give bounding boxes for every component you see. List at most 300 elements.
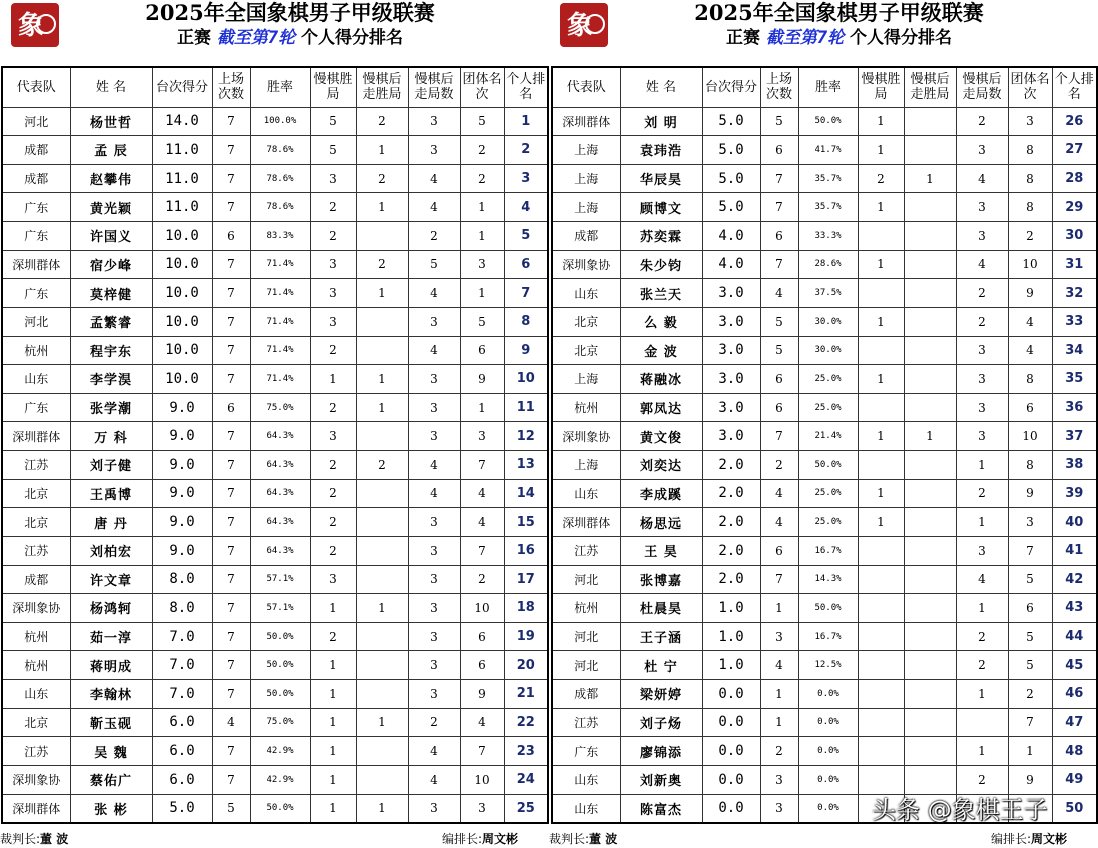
team-cell: 山东 (2, 680, 70, 709)
score-cell: 2.0 (702, 508, 760, 537)
slow-black-games-cell: 4 (408, 479, 460, 508)
slow-black-wins-cell (356, 422, 408, 451)
slow-black-games-cell: 3 (408, 536, 460, 565)
slow-black-games-cell: 3 (408, 794, 460, 823)
personal-rank-cell: 19 (504, 622, 548, 651)
table-row (2, 393, 548, 422)
team-rank-cell: 7 (460, 451, 504, 480)
winrate-cell: 21.4% (798, 422, 858, 451)
player-name-cell: 唐 丹 (70, 508, 152, 537)
slow-black-wins-cell (904, 250, 956, 279)
team-rank-cell: 8 (1008, 451, 1052, 480)
table-row (2, 594, 548, 623)
score-cell: 3.0 (702, 307, 760, 336)
table-row (552, 336, 1097, 365)
score-cell: 6.0 (152, 765, 212, 794)
player-name-cell: 王 昊 (620, 536, 702, 565)
slow-black-games-cell: 3 (408, 651, 460, 680)
slow-wins-cell: 3 (310, 307, 356, 336)
score-cell: 5.0 (152, 794, 212, 823)
col-score-header: 台次得分 (152, 67, 212, 107)
personal-rank-cell: 17 (504, 565, 548, 594)
col-winrate-header: 胜率 (250, 67, 310, 107)
slow-black-games-cell: 4 (408, 765, 460, 794)
team-rank-cell: 9 (1008, 765, 1052, 794)
personal-rank-cell: 14 (504, 479, 548, 508)
team-rank-cell: 2 (460, 164, 504, 193)
table-row (552, 508, 1097, 537)
referee-name: 董 波 (589, 832, 618, 846)
page-subtitle (90, 26, 490, 50)
table-row (552, 451, 1097, 480)
team-cell: 广东 (2, 222, 70, 251)
winrate-cell: 35.7% (798, 193, 858, 222)
winrate-cell: 0.0% (798, 737, 858, 766)
slow-black-wins-cell (356, 651, 408, 680)
team-rank-cell: 5 (1008, 565, 1052, 594)
team-rank-cell: 3 (1008, 508, 1052, 537)
personal-rank-cell: 6 (504, 250, 548, 279)
winrate-cell: 33.3% (798, 222, 858, 251)
personal-rank-cell: 34 (1052, 336, 1097, 365)
personal-rank-cell: 28 (1052, 164, 1097, 193)
slow-black-wins-cell (356, 765, 408, 794)
slow-black-games-cell: 3 (408, 393, 460, 422)
score-cell: 5.0 (702, 164, 760, 193)
slow-black-games-cell: 2 (956, 622, 1008, 651)
score-cell: 3.0 (702, 279, 760, 308)
team-cell: 山东 (2, 365, 70, 394)
score-cell: 1.0 (702, 651, 760, 680)
player-name-cell: 张博嘉 (620, 565, 702, 594)
games-cell: 3 (760, 765, 798, 794)
team-rank-cell: 2 (460, 565, 504, 594)
slow-black-games-cell: 3 (956, 536, 1008, 565)
team-rank-cell: 3 (460, 422, 504, 451)
table-row (2, 508, 548, 537)
games-cell: 7 (212, 336, 250, 365)
table-row (2, 365, 548, 394)
team-cell: 江苏 (2, 737, 70, 766)
slow-black-wins-cell (904, 451, 956, 480)
slow-wins-cell: 1 (310, 680, 356, 709)
team-cell: 江苏 (2, 451, 70, 480)
table-row (2, 794, 548, 823)
winrate-cell: 64.3% (250, 508, 310, 537)
player-name-cell: 袁玮浩 (620, 136, 702, 165)
slow-black-wins-cell (356, 622, 408, 651)
slow-black-wins-cell: 1 (904, 422, 956, 451)
slow-black-wins-cell (904, 651, 956, 680)
slow-black-wins-cell (904, 565, 956, 594)
slow-black-games-cell: 4 (408, 164, 460, 193)
team-rank-cell: 3 (460, 250, 504, 279)
slow-wins-cell: 2 (310, 508, 356, 537)
games-cell: 4 (760, 479, 798, 508)
slow-black-wins-cell (356, 508, 408, 537)
personal-rank-cell: 24 (504, 765, 548, 794)
team-cell: 河北 (2, 107, 70, 136)
personal-rank-cell: 21 (504, 680, 548, 709)
slow-black-wins-cell (904, 680, 956, 709)
slow-black-games-cell: 3 (408, 365, 460, 394)
player-name-cell: 华辰昊 (620, 164, 702, 193)
slow-black-games-cell: 2 (956, 479, 1008, 508)
player-name-cell: 杜 宁 (620, 651, 702, 680)
games-cell: 6 (760, 393, 798, 422)
slow-black-games-cell: 3 (408, 565, 460, 594)
col-name-header: 姓 名 (620, 67, 702, 107)
table-row (2, 708, 548, 737)
slow-wins-cell: 2 (310, 622, 356, 651)
personal-rank-cell: 44 (1052, 622, 1097, 651)
slow-black-wins-cell (904, 365, 956, 394)
slow-wins-cell: 1 (858, 193, 904, 222)
team-cell: 山东 (552, 279, 620, 308)
slow-wins-cell (858, 594, 904, 623)
slow-black-games-cell: 4 (956, 250, 1008, 279)
slow-wins-cell: 2 (310, 479, 356, 508)
table-row (552, 222, 1097, 251)
table-row (2, 250, 548, 279)
games-cell: 7 (212, 765, 250, 794)
team-rank-cell: 9 (1008, 279, 1052, 308)
slow-black-wins-cell (904, 594, 956, 623)
score-cell: 10.0 (152, 279, 212, 308)
slow-black-games-cell: 3 (956, 193, 1008, 222)
score-cell: 10.0 (152, 336, 212, 365)
table-row (552, 136, 1097, 165)
arranger-name: 周文彬 (1031, 832, 1068, 846)
games-cell: 7 (760, 565, 798, 594)
personal-rank-cell: 29 (1052, 193, 1097, 222)
personal-rank-cell: 33 (1052, 307, 1097, 336)
winrate-cell: 64.3% (250, 422, 310, 451)
personal-rank-cell: 16 (504, 536, 548, 565)
winrate-cell: 75.0% (250, 708, 310, 737)
player-name-cell: 杨鸿轲 (70, 594, 152, 623)
col-slow-black-games-header: 慢棋后走局数 (408, 67, 460, 107)
team-rank-cell: 6 (1008, 393, 1052, 422)
winrate-cell: 37.5% (798, 279, 858, 308)
subtitle-suffix: 个人得分排名 (301, 28, 404, 48)
subtitle-suffix: 个人得分排名 (850, 28, 953, 48)
slow-black-games-cell: 2 (956, 107, 1008, 136)
personal-rank-cell: 12 (504, 422, 548, 451)
slow-black-games-cell: 4 (408, 451, 460, 480)
subtitle-prefix: 正赛 (176, 28, 211, 48)
slow-black-games-cell: 3 (408, 508, 460, 537)
team-rank-cell: 6 (460, 336, 504, 365)
slow-wins-cell: 2 (310, 222, 356, 251)
personal-rank-cell: 37 (1052, 422, 1097, 451)
score-cell: 7.0 (152, 680, 212, 709)
table-row (552, 107, 1097, 136)
team-rank-cell: 5 (1008, 622, 1052, 651)
col-team-header: 代表队 (2, 67, 70, 107)
slow-wins-cell (858, 565, 904, 594)
personal-rank-cell: 18 (504, 594, 548, 623)
winrate-cell: 35.7% (798, 164, 858, 193)
winrate-cell: 57.1% (250, 565, 310, 594)
score-cell: 1.0 (702, 594, 760, 623)
games-cell: 7 (212, 279, 250, 308)
slow-black-wins-cell (356, 536, 408, 565)
slow-black-wins-cell (904, 737, 956, 766)
score-cell: 2.0 (702, 565, 760, 594)
table-row (552, 680, 1097, 709)
referee-label: 裁判长: (549, 832, 590, 846)
winrate-cell: 25.0% (798, 365, 858, 394)
slow-black-wins-cell (904, 479, 956, 508)
score-cell: 4.0 (702, 222, 760, 251)
team-rank-cell: 5 (1008, 651, 1052, 680)
personal-rank-cell: 4 (504, 193, 548, 222)
games-cell: 7 (212, 508, 250, 537)
winrate-cell: 16.7% (798, 622, 858, 651)
slow-wins-cell: 1 (858, 107, 904, 136)
winrate-cell: 78.6% (250, 193, 310, 222)
personal-rank-cell: 13 (504, 451, 548, 480)
slow-wins-cell (858, 279, 904, 308)
player-name-cell: 孟繁睿 (70, 307, 152, 336)
games-cell: 5 (760, 336, 798, 365)
team-cell: 上海 (552, 365, 620, 394)
games-cell: 7 (212, 536, 250, 565)
slow-black-games-cell: 3 (408, 307, 460, 336)
score-cell: 9.0 (152, 451, 212, 480)
slow-black-games-cell: 1 (956, 680, 1008, 709)
team-rank-cell: 2 (1008, 222, 1052, 251)
winrate-cell: 30.0% (798, 307, 858, 336)
player-name-cell: 顾博文 (620, 193, 702, 222)
team-cell: 广东 (552, 737, 620, 766)
team-rank-cell: 8 (1008, 136, 1052, 165)
slow-wins-cell: 1 (310, 765, 356, 794)
player-name-cell: 莫梓健 (70, 279, 152, 308)
slow-black-wins-cell: 2 (356, 451, 408, 480)
table-row (552, 164, 1097, 193)
table-row (2, 422, 548, 451)
games-cell: 7 (212, 594, 250, 623)
score-cell: 7.0 (152, 651, 212, 680)
player-name-cell: 刘子炀 (620, 708, 702, 737)
games-cell: 6 (212, 222, 250, 251)
score-cell: 11.0 (152, 136, 212, 165)
slow-black-wins-cell: 1 (904, 164, 956, 193)
table-row (2, 451, 548, 480)
player-name-cell: 金 波 (620, 336, 702, 365)
slow-wins-cell: 2 (310, 193, 356, 222)
team-rank-cell: 4 (460, 708, 504, 737)
slow-wins-cell (858, 622, 904, 651)
table-row (552, 365, 1097, 394)
winrate-cell: 42.9% (250, 765, 310, 794)
games-cell: 7 (212, 422, 250, 451)
games-cell: 7 (212, 479, 250, 508)
table-row (2, 737, 548, 766)
winrate-cell: 30.0% (798, 336, 858, 365)
slow-black-wins-cell (356, 307, 408, 336)
score-cell: 3.0 (702, 336, 760, 365)
slow-wins-cell: 3 (310, 422, 356, 451)
score-cell: 5.0 (702, 136, 760, 165)
slow-black-games-cell: 3 (408, 422, 460, 451)
score-cell: 2.0 (702, 451, 760, 480)
slow-black-wins-cell: 1 (356, 794, 408, 823)
table-row (2, 765, 548, 794)
winrate-cell: 50.0% (798, 594, 858, 623)
slow-black-wins-cell: 1 (356, 708, 408, 737)
page-title: 2025年全国象棋男子甲级联赛 (694, 0, 984, 25)
team-cell: 上海 (552, 164, 620, 193)
table-row (552, 536, 1097, 565)
games-cell: 7 (760, 164, 798, 193)
score-cell: 14.0 (152, 107, 212, 136)
referee-label: 裁判长: (0, 832, 41, 846)
team-rank-cell: 7 (460, 536, 504, 565)
team-cell: 成都 (2, 136, 70, 165)
personal-rank-cell: 26 (1052, 107, 1097, 136)
slow-wins-cell: 2 (310, 451, 356, 480)
slow-wins-cell: 5 (310, 107, 356, 136)
table-header-row (2, 67, 548, 107)
col-team-header: 代表队 (552, 67, 620, 107)
slow-black-games-cell: 3 (408, 594, 460, 623)
score-cell: 8.0 (152, 565, 212, 594)
slow-wins-cell: 3 (310, 164, 356, 193)
table-row (552, 250, 1097, 279)
games-cell: 2 (760, 737, 798, 766)
winrate-cell: 71.4% (250, 307, 310, 336)
col-team-rank-header: 团体名次 (460, 67, 504, 107)
player-name-cell: 蒋明成 (70, 651, 152, 680)
team-rank-cell: 1 (460, 279, 504, 308)
col-personal-rank-header: 个人排名 (504, 67, 548, 107)
player-name-cell: 许文章 (70, 565, 152, 594)
winrate-cell: 0.0% (798, 794, 858, 823)
slow-wins-cell (858, 737, 904, 766)
score-cell: 3.0 (702, 393, 760, 422)
slow-black-games-cell: 2 (956, 307, 1008, 336)
team-rank-cell: 9 (460, 365, 504, 394)
player-name-cell: 张学潮 (70, 393, 152, 422)
col-score-header: 台次得分 (702, 67, 760, 107)
arranger-label: 编排长: (442, 832, 483, 846)
winrate-cell: 71.4% (250, 250, 310, 279)
slow-black-wins-cell: 1 (356, 594, 408, 623)
games-cell: 7 (212, 565, 250, 594)
ranking-table-left (1, 66, 549, 824)
slow-wins-cell (858, 708, 904, 737)
player-name-cell: 梁妍婷 (620, 680, 702, 709)
slow-wins-cell: 1 (858, 136, 904, 165)
player-name-cell: 蔡佑广 (70, 765, 152, 794)
slow-black-wins-cell (904, 508, 956, 537)
winrate-cell: 64.3% (250, 536, 310, 565)
slow-wins-cell: 1 (858, 422, 904, 451)
games-cell: 1 (760, 594, 798, 623)
table-header-row (552, 67, 1097, 107)
player-name-cell: 杜晨昊 (620, 594, 702, 623)
slow-wins-cell: 1 (858, 365, 904, 394)
team-rank-cell: 5 (460, 307, 504, 336)
table-row (2, 164, 548, 193)
team-cell: 深圳象协 (552, 422, 620, 451)
score-cell: 8.0 (152, 594, 212, 623)
slow-black-wins-cell (904, 307, 956, 336)
slow-wins-cell (858, 536, 904, 565)
games-cell: 2 (760, 451, 798, 480)
slow-wins-cell: 3 (310, 250, 356, 279)
col-slow-wins-header: 慢棋胜局 (310, 67, 356, 107)
winrate-cell: 41.7% (798, 136, 858, 165)
team-rank-cell: 4 (1008, 336, 1052, 365)
slow-wins-cell: 1 (310, 708, 356, 737)
personal-rank-cell: 47 (1052, 708, 1097, 737)
table-row (2, 107, 548, 136)
score-cell: 9.0 (152, 422, 212, 451)
score-cell: 6.0 (152, 708, 212, 737)
winrate-cell: 57.1% (250, 594, 310, 623)
player-name-cell: 张 彬 (70, 794, 152, 823)
slow-black-wins-cell (904, 393, 956, 422)
games-cell: 7 (212, 737, 250, 766)
personal-rank-cell: 7 (504, 279, 548, 308)
slow-wins-cell (858, 451, 904, 480)
games-cell: 1 (760, 680, 798, 709)
player-name-cell: 万 科 (70, 422, 152, 451)
logo-icon (559, 2, 609, 48)
team-rank-cell: 4 (1008, 307, 1052, 336)
table-row (552, 422, 1097, 451)
winrate-cell: 42.9% (250, 737, 310, 766)
player-name-cell: 程宇东 (70, 336, 152, 365)
table-row (2, 222, 548, 251)
personal-rank-cell: 25 (504, 794, 548, 823)
games-cell: 7 (212, 107, 250, 136)
personal-rank-cell: 50 (1052, 794, 1097, 823)
team-cell: 深圳象协 (552, 250, 620, 279)
team-rank-cell: 6 (460, 622, 504, 651)
slow-black-games-cell: 3 (408, 680, 460, 709)
personal-rank-cell: 9 (504, 336, 548, 365)
team-cell: 广东 (2, 279, 70, 308)
slow-black-games-cell: 3 (956, 422, 1008, 451)
score-cell: 9.0 (152, 536, 212, 565)
personal-rank-cell: 43 (1052, 594, 1097, 623)
games-cell: 7 (760, 193, 798, 222)
svg-text:象: 象 (567, 11, 594, 41)
team-cell: 山东 (552, 794, 620, 823)
score-cell: 10.0 (152, 250, 212, 279)
team-cell: 山东 (552, 479, 620, 508)
arranger-name: 周文彬 (482, 832, 519, 846)
slow-wins-cell: 1 (858, 307, 904, 336)
winrate-cell: 50.0% (250, 622, 310, 651)
slow-black-games-cell: 4 (408, 737, 460, 766)
player-name-cell: 宿少峰 (70, 250, 152, 279)
table-row (552, 594, 1097, 623)
games-cell: 5 (212, 794, 250, 823)
games-cell: 5 (760, 307, 798, 336)
player-name-cell: 刘子健 (70, 451, 152, 480)
player-name-cell: 赵攀伟 (70, 164, 152, 193)
slow-black-games-cell: 2 (956, 651, 1008, 680)
slow-black-games-cell: 3 (408, 107, 460, 136)
personal-rank-cell: 22 (504, 708, 548, 737)
team-rank-cell: 7 (1008, 708, 1052, 737)
